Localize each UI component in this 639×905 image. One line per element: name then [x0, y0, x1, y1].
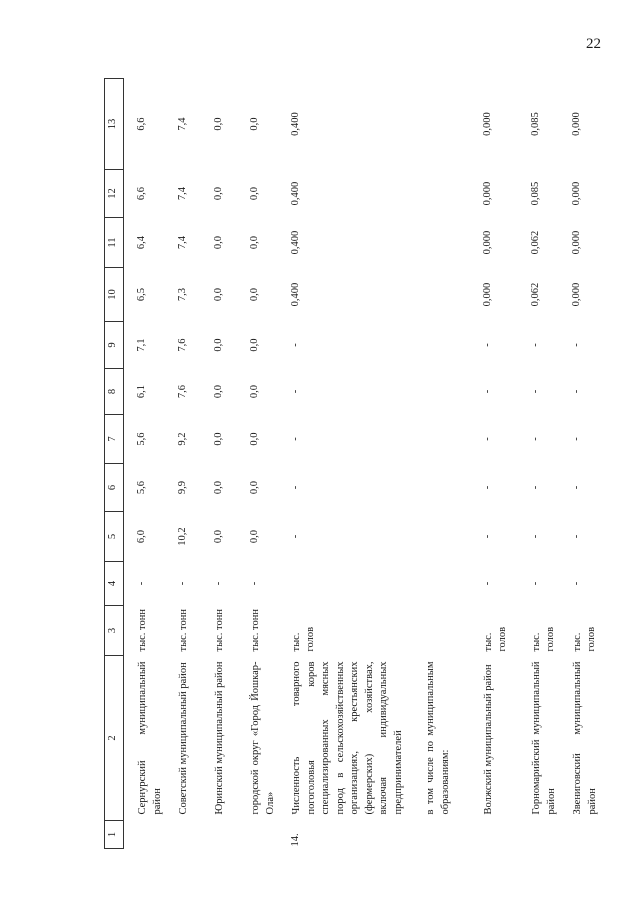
value-cell: 6,0 [136, 529, 147, 544]
row-name: Советский муниципальный район [178, 662, 189, 815]
col-header: 3 [105, 606, 124, 656]
value-cell: 0,0 [249, 384, 260, 399]
col-header: 9 [105, 322, 124, 369]
value-cell: - [290, 343, 301, 347]
value-cell [424, 170, 482, 218]
value-cell: 0,0 [249, 338, 260, 352]
value-cell: 6,1 [136, 384, 147, 399]
value-cell: - [530, 534, 541, 539]
value-cell: 0,400 [290, 112, 301, 136]
row-number: 14. [290, 833, 301, 847]
table-row [278, 79, 424, 849]
row-number [424, 821, 482, 849]
value-cell: - [530, 485, 541, 490]
value-cell: 6,5 [136, 287, 147, 302]
value-cell: 0,0 [249, 186, 260, 201]
value-cell [424, 512, 482, 562]
value-cell: 7,3 [177, 287, 188, 302]
value-cell: - [571, 485, 582, 490]
value-cell: 0,085 [530, 181, 541, 206]
value-cell: 6,6 [136, 117, 147, 131]
value-cell: 0,0 [249, 287, 260, 302]
value-cell: - [482, 389, 493, 394]
table-row [559, 79, 600, 849]
value-cell [424, 562, 482, 606]
value-cell: - [571, 389, 582, 394]
row-name: Численность товарного погоголовья коров специализированных мясных пород в сельскохозяйственных организациях, крестьянских (фермерских) хозяйствах, включая индивидуальных предпринимателей [291, 661, 404, 815]
value-cell: 0,0 [213, 186, 224, 201]
value-cell: 0,062 [530, 230, 541, 255]
value-cell: 0,000 [482, 282, 493, 307]
col-header: 10 [105, 268, 124, 322]
row-unit: тыс. тонн [214, 609, 225, 652]
value-cell: 0,000 [571, 181, 582, 206]
row-unit [424, 606, 482, 656]
value-cell: 0,0 [213, 432, 224, 446]
value-cell: 0,000 [482, 112, 493, 136]
value-cell: - [213, 581, 224, 586]
value-cell: - [482, 581, 493, 586]
row-name: Волжский муниципальный район [483, 664, 494, 815]
value-cell: 0,000 [571, 282, 582, 307]
value-cell [424, 464, 482, 512]
value-cell: 0,400 [290, 230, 301, 255]
value-cell: - [290, 437, 301, 441]
col-header: 2 [105, 656, 124, 821]
row-number [165, 821, 201, 849]
table-row [165, 79, 201, 849]
value-cell: - [530, 343, 541, 347]
value-cell: 5,6 [136, 480, 147, 495]
value-cell: 6,6 [136, 186, 147, 201]
value-cell: - [290, 485, 301, 490]
page-number: 22 [586, 36, 601, 52]
table-row [424, 79, 482, 849]
row-number [518, 821, 559, 849]
table-row [201, 79, 237, 849]
value-cell: 7,4 [177, 186, 188, 201]
value-cell: - [136, 581, 147, 586]
value-cell [424, 322, 482, 369]
value-cell: 7,6 [177, 338, 188, 352]
value-cell: 0,0 [249, 432, 260, 446]
value-cell: - [530, 437, 541, 441]
row-unit: тыс. голов [483, 626, 508, 652]
value-cell: - [482, 534, 493, 539]
value-cell [424, 268, 482, 322]
value-cell [278, 562, 424, 606]
table-row [237, 79, 278, 849]
value-cell: 0,062 [530, 282, 541, 307]
table-row [124, 79, 166, 849]
col-header: 7 [105, 415, 124, 464]
value-cell: 7,4 [177, 235, 188, 250]
value-cell: 7,6 [177, 384, 188, 399]
value-cell: 6,4 [136, 235, 147, 250]
table-row [482, 79, 518, 849]
value-cell: 0,085 [530, 112, 541, 136]
value-cell: 7,1 [136, 338, 147, 352]
value-cell: - [177, 581, 188, 586]
row-unit: тыс. голов [291, 626, 316, 652]
col-header: 4 [105, 562, 124, 606]
col-header: 6 [105, 464, 124, 512]
row-name: Горномарийский муниципальный район [531, 661, 557, 815]
value-cell: 0,0 [213, 529, 224, 544]
value-cell: - [530, 389, 541, 394]
value-cell: 0,400 [290, 181, 301, 206]
value-cell: - [482, 485, 493, 490]
value-cell: - [571, 343, 582, 347]
value-cell: - [571, 437, 582, 441]
value-cell: 0,0 [213, 384, 224, 399]
value-cell: 0,0 [249, 529, 260, 544]
value-cell: 5,6 [136, 432, 147, 446]
value-cell: 0,0 [213, 480, 224, 495]
value-cell [424, 79, 482, 170]
value-cell: - [482, 437, 493, 441]
value-cell [424, 415, 482, 464]
value-cell: 0,0 [213, 117, 224, 131]
row-number [482, 821, 518, 849]
value-cell: 0,000 [571, 112, 582, 136]
value-cell: 9,9 [177, 480, 188, 495]
value-cell: - [571, 581, 582, 586]
row-unit: тыс. голов [531, 626, 556, 652]
value-cell: 0,0 [249, 235, 260, 250]
row-name: Юринский муниципальный район [214, 661, 225, 815]
row-unit: тыс. тонн [137, 609, 148, 652]
value-cell [424, 218, 482, 268]
value-cell: - [249, 581, 260, 586]
value-cell: 0,000 [482, 181, 493, 206]
header-row [105, 79, 124, 849]
value-cell: 10,2 [177, 527, 188, 546]
col-header: 5 [105, 512, 124, 562]
value-cell: 0,0 [213, 235, 224, 250]
value-cell: - [290, 534, 301, 539]
col-header: 8 [105, 369, 124, 415]
value-cell: - [290, 389, 301, 394]
value-cell: 0,0 [213, 287, 224, 302]
row-unit: тыс. тонн [250, 609, 261, 652]
col-header: 1 [105, 821, 124, 849]
table-row [518, 79, 559, 849]
value-cell: 0,400 [290, 282, 301, 307]
row-unit: тыс. тонн [178, 609, 189, 652]
rotated-table-container [104, 79, 614, 849]
value-cell: 9,2 [177, 432, 188, 446]
value-cell: - [482, 343, 493, 347]
value-cell: 0,0 [249, 480, 260, 495]
value-cell [424, 369, 482, 415]
col-header: 13 [105, 79, 124, 170]
row-number [237, 821, 278, 849]
row-number [559, 821, 600, 849]
row-unit: тыс. голов [572, 626, 597, 652]
col-header: 11 [105, 218, 124, 268]
indicator-table [104, 78, 600, 849]
row-name: Сернурский муниципальный район [137, 661, 163, 815]
value-cell: 0,000 [482, 230, 493, 255]
value-cell: 0,0 [249, 117, 260, 131]
value-cell: - [571, 534, 582, 539]
value-cell: 7,4 [177, 117, 188, 131]
row-number [124, 821, 166, 849]
row-number [201, 821, 237, 849]
value-cell: 0,000 [571, 230, 582, 255]
col-header: 12 [105, 170, 124, 218]
row-name: городской округ «Город Йошкар-Ола» [250, 661, 276, 815]
value-cell: 0,0 [213, 338, 224, 352]
row-name: Звениговский муниципальный район [572, 661, 598, 815]
value-cell: - [530, 581, 541, 586]
row-name: в том числе по муниципальным образованиям: [425, 661, 451, 815]
